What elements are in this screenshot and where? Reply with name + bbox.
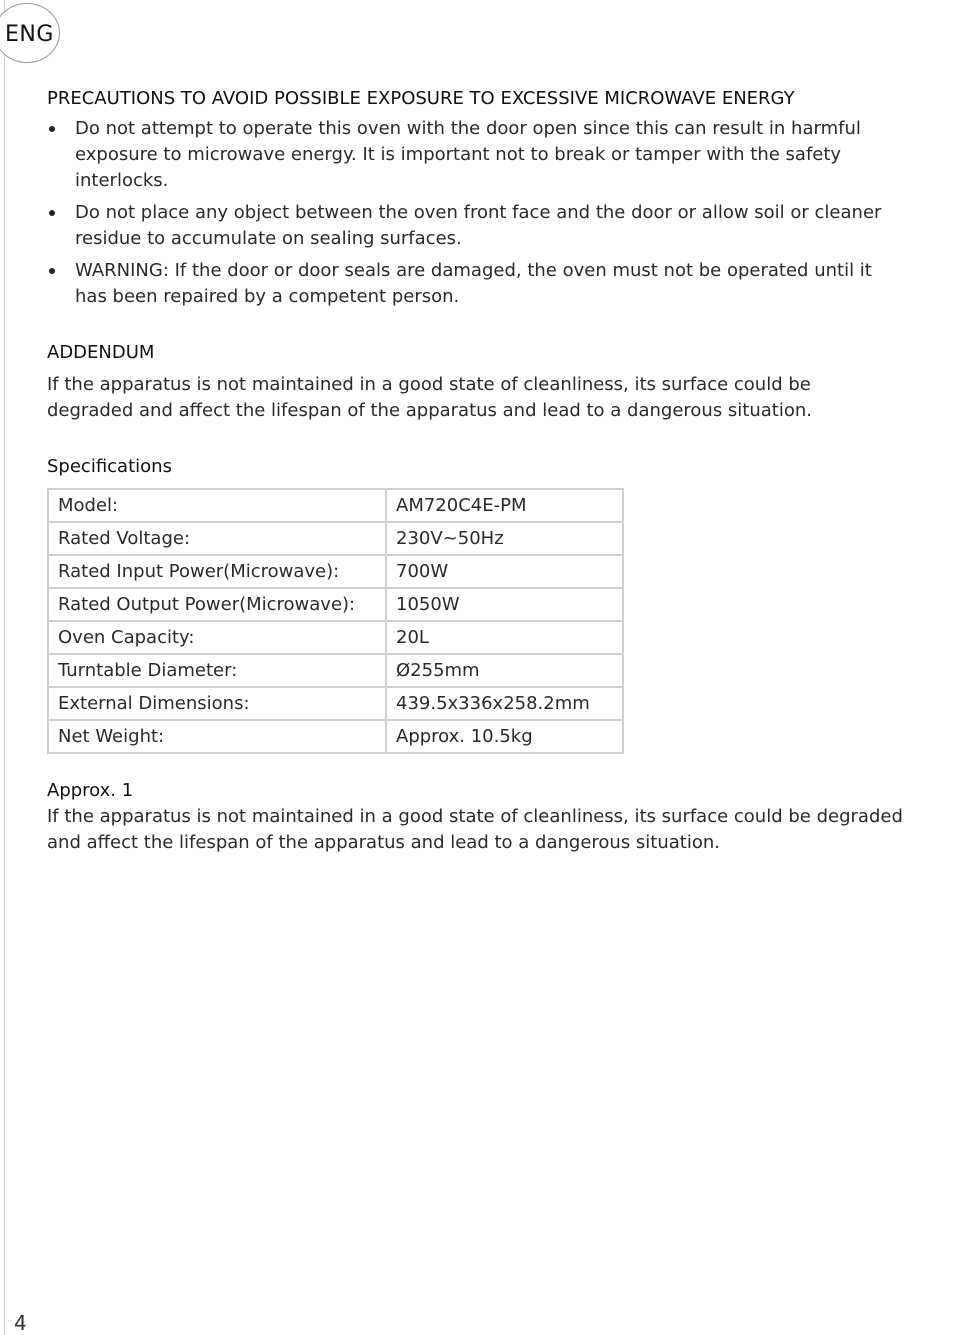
precaution-item (47, 258, 907, 310)
precaution-text: Do not place any object between the oven front face and the door or allow soil or cleaner residue to accumulate on sealing surfaces. (75, 202, 882, 249)
precautions-list (47, 116, 907, 310)
table-row (48, 522, 623, 555)
spec-value: 230V~50Hz (386, 522, 623, 555)
table-row (48, 489, 623, 522)
specifications-title: Specifications (47, 456, 172, 477)
language-badge (0, 3, 60, 63)
spec-label: Oven Capacity: (48, 621, 386, 654)
precaution-item (47, 116, 907, 194)
spec-value: AM720C4E-PM (386, 489, 623, 522)
spec-label: External Dimensions: (48, 687, 386, 720)
spec-label: Model: (48, 489, 386, 522)
table-row (48, 720, 623, 753)
table-row (48, 588, 623, 621)
spec-label: Net Weight: (48, 720, 386, 753)
table-row (48, 654, 623, 687)
spec-value: 1050W (386, 588, 623, 621)
precaution-item (47, 200, 907, 252)
precautions-title: PRECAUTIONS TO AVOID POSSIBLE EXPOSURE TO EXCESSIVE MICROWAVE ENERGY (47, 88, 795, 109)
language-badge-label: ENG (5, 22, 54, 47)
precaution-text: Do not attempt to operate this oven with the door open since this can result in harmful exposure to microwave energy. It is important not to break or tamper with the safety interlocks. (75, 118, 861, 191)
page-edge-rule (0, 0, 5, 1335)
spec-label: Turntable Diameter: (48, 654, 386, 687)
bullet-icon (49, 268, 55, 274)
addendum-text: If the apparatus is not maintained in a good state of cleanliness, its surface could be degraded and affect the lifespan of the apparatus and lead to a dangerous situation. (47, 374, 812, 421)
approx-text: If the apparatus is not maintained in a good state of cleanliness, its surface could be degraded and affect the lifespan of the apparatus and lead to a dangerous situation. (47, 806, 903, 853)
spec-label: Rated Input Power(Microwave): (48, 555, 386, 588)
spec-value: 20L (386, 621, 623, 654)
page-content (47, 86, 907, 856)
spec-label: Rated Output Power(Microwave): (48, 588, 386, 621)
approx-title: Approx. 1 (47, 780, 134, 801)
spec-value: 439.5x336x258.2mm (386, 687, 623, 720)
precaution-text: WARNING: If the door or door seals are damaged, the oven must not be operated until it has been repaired by a competent person. (75, 260, 872, 307)
page-number: 4 (14, 1311, 27, 1335)
bullet-icon (49, 126, 55, 132)
table-row (48, 555, 623, 588)
table-row (48, 621, 623, 654)
spec-value: Approx. 10.5kg (386, 720, 623, 753)
spec-label: Rated Voltage: (48, 522, 386, 555)
addendum-title: ADDENDUM (47, 342, 155, 363)
table-row (48, 687, 623, 720)
spec-value: 700W (386, 555, 623, 588)
specifications-table (47, 488, 624, 754)
spec-value: Ø255mm (386, 654, 623, 687)
bullet-icon (49, 210, 55, 216)
